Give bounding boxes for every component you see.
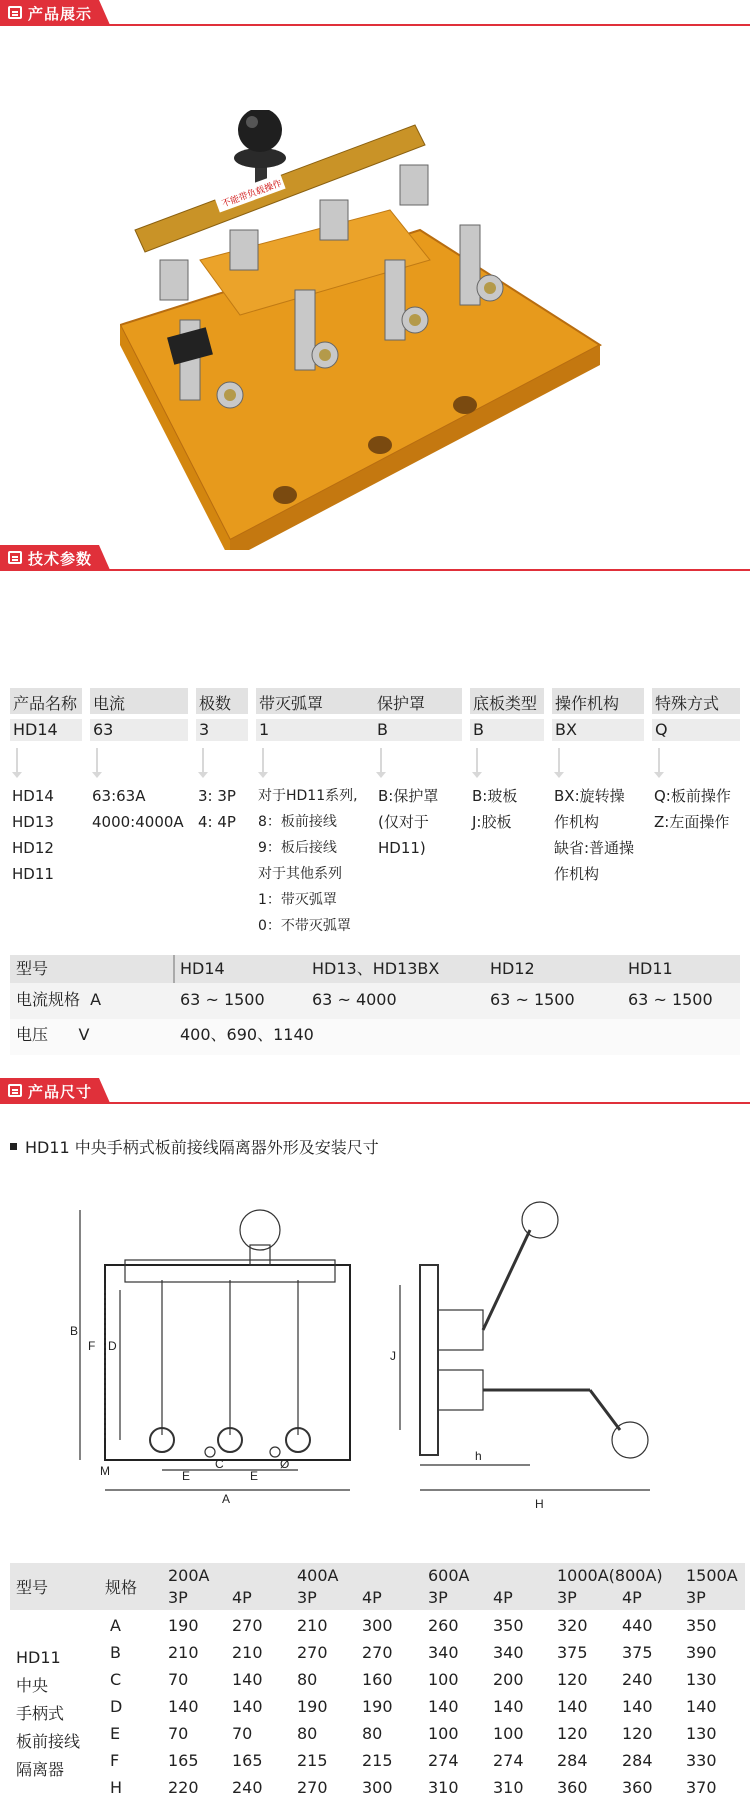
warning-label: 不能带负载操作 xyxy=(220,178,284,210)
dim-model-line: 中央 xyxy=(16,1676,49,1695)
rating-header: HD13、HD13BX xyxy=(312,959,440,978)
dim-cell: 270 xyxy=(232,1616,263,1635)
code-header: 底板类型 xyxy=(470,688,544,714)
dim-cell: 300 xyxy=(362,1778,393,1797)
label-C: C xyxy=(215,1457,224,1471)
dim-rating: 200A xyxy=(168,1566,210,1585)
dim-row-key: H xyxy=(110,1778,123,1797)
document-icon xyxy=(8,1084,22,1097)
code-value: Q xyxy=(652,719,740,741)
dim-row-key: A xyxy=(110,1616,121,1635)
code-header: 操作机构 xyxy=(552,688,644,714)
dim-cell: 140 xyxy=(428,1697,459,1716)
label-A: A xyxy=(222,1492,231,1506)
dim-cell: 70 xyxy=(168,1724,189,1743)
dim-cell: 270 xyxy=(362,1643,393,1662)
dim-cell: 80 xyxy=(297,1670,318,1689)
label-B: B xyxy=(70,1324,79,1338)
dim-cell: 360 xyxy=(557,1778,588,1797)
dim-cell: 140 xyxy=(686,1697,717,1716)
dim-cell: 100 xyxy=(493,1724,524,1743)
section-header-size xyxy=(0,1078,750,1106)
dim-cell: 350 xyxy=(493,1616,524,1635)
code-options: BX:旋转操 作机构 缺省:普通操 作机构 xyxy=(554,787,635,883)
dim-cell: 350 xyxy=(686,1616,717,1635)
dim-row-key: D xyxy=(110,1697,123,1716)
rating-current: 63 ~ 1500 xyxy=(490,990,575,1009)
dim-cell: 80 xyxy=(362,1724,383,1743)
dim-cell: 260 xyxy=(428,1616,459,1635)
section-header-params xyxy=(0,545,750,573)
code-value: 63 xyxy=(90,719,188,741)
dim-rating: 400A xyxy=(297,1566,339,1585)
dim-pole: 4P xyxy=(232,1588,252,1607)
dim-model-line: 隔离器 xyxy=(16,1760,65,1779)
dim-cell: 330 xyxy=(686,1751,717,1770)
dim-cell: 375 xyxy=(557,1643,588,1662)
dim-cell: 310 xyxy=(428,1778,459,1797)
dim-cell: 140 xyxy=(622,1697,653,1716)
dim-header-spec: 规格 xyxy=(105,1578,138,1597)
dim-cell: 100 xyxy=(428,1670,459,1689)
label-E: E xyxy=(182,1469,191,1483)
dim-header-type: 型号 xyxy=(16,1578,49,1597)
dim-cell: 160 xyxy=(362,1670,393,1689)
label-E: E xyxy=(250,1469,259,1483)
dim-pole: 3P xyxy=(168,1588,188,1607)
drawing-caption: HD11 中央手柄式板前接线隔离器外形及安装尺寸 xyxy=(10,1135,379,1158)
dim-cell: 190 xyxy=(362,1697,393,1716)
code-value: B xyxy=(374,719,462,741)
code-value: 1 xyxy=(256,719,374,741)
dim-cell: 300 xyxy=(362,1616,393,1635)
arrow-icon xyxy=(202,748,204,772)
dim-cell: 165 xyxy=(232,1751,263,1770)
label-H: H xyxy=(535,1497,544,1511)
dim-cell: 120 xyxy=(557,1670,588,1689)
dim-cell: 130 xyxy=(686,1670,717,1689)
dim-pole: 4P xyxy=(493,1588,513,1607)
rating-header: HD14 xyxy=(180,959,225,978)
dim-cell: 80 xyxy=(297,1724,318,1743)
dim-cell: 320 xyxy=(557,1616,588,1635)
code-options: 对于HD11系列, 8：板前接线 9：板后接线 对于其他系列 1：带灭弧罩 0：不带灭弧罩 xyxy=(258,788,358,934)
dim-cell: 140 xyxy=(493,1697,524,1716)
dim-row-key: B xyxy=(110,1643,121,1662)
dim-cell: 100 xyxy=(428,1724,459,1743)
label-D: D xyxy=(108,1339,117,1353)
dim-pole: 3P xyxy=(557,1588,577,1607)
rating-current: 63 ~ 4000 xyxy=(312,990,397,1009)
dim-cell: 284 xyxy=(622,1751,653,1770)
dim-cell: 274 xyxy=(428,1751,459,1770)
section-title: 产品展示 xyxy=(28,5,93,23)
rating-header: HD11 xyxy=(628,959,673,978)
dim-model-line: HD11 xyxy=(16,1648,61,1667)
code-header: 极数 xyxy=(196,688,248,714)
rating-current-label: 电流规格 A xyxy=(16,990,102,1009)
dim-cell: 215 xyxy=(297,1751,328,1770)
label-J: J xyxy=(390,1349,396,1363)
dim-cell: 240 xyxy=(232,1778,263,1797)
dim-cell: 210 xyxy=(297,1616,328,1635)
dim-cell: 190 xyxy=(297,1697,328,1716)
arrow-icon xyxy=(380,748,382,772)
dim-cell: 70 xyxy=(232,1724,253,1743)
label-diameter: Ø xyxy=(280,1457,290,1471)
dim-row-key: E xyxy=(110,1724,121,1743)
dim-pole: 4P xyxy=(362,1588,382,1607)
rating-current: 63 ~ 1500 xyxy=(628,990,713,1009)
dim-model-line: 手柄式 xyxy=(16,1704,65,1723)
rating-header: HD12 xyxy=(490,959,535,978)
dim-cell: 200 xyxy=(493,1670,524,1689)
document-icon xyxy=(8,551,22,564)
code-options: B:玻板 J:胶板 xyxy=(472,787,518,831)
code-value: HD14 xyxy=(10,719,82,741)
dim-rating: 1000A(800A) xyxy=(557,1566,663,1585)
dim-row-key: F xyxy=(110,1751,120,1770)
rating-voltage-label: 电压 V xyxy=(16,1025,90,1044)
dim-cell: 270 xyxy=(297,1643,328,1662)
dim-cell: 130 xyxy=(686,1724,717,1743)
arrow-icon xyxy=(16,748,18,772)
code-header: 特殊方式 xyxy=(652,688,740,714)
dim-pole: 3P xyxy=(686,1588,706,1607)
section-header-display xyxy=(0,0,750,28)
dim-cell: 120 xyxy=(622,1724,653,1743)
arrow-icon xyxy=(262,748,264,772)
dim-cell: 220 xyxy=(168,1778,199,1797)
dim-rating: 1500A xyxy=(686,1566,738,1585)
document-icon xyxy=(8,6,22,19)
product-photo xyxy=(120,110,640,550)
bullet-icon xyxy=(10,1143,17,1150)
dim-cell: 240 xyxy=(622,1670,653,1689)
dim-rating: 600A xyxy=(428,1566,470,1585)
dim-cell: 215 xyxy=(362,1751,393,1770)
dim-cell: 190 xyxy=(168,1616,199,1635)
code-value: BX xyxy=(552,719,644,741)
code-header: 电流 xyxy=(90,688,188,714)
dim-cell: 375 xyxy=(622,1643,653,1662)
code-header: 保护罩 xyxy=(374,688,462,714)
arrow-icon xyxy=(476,748,478,772)
code-options: B:保护罩 (仅对于 HD11) xyxy=(378,787,439,857)
dim-cell: 284 xyxy=(557,1751,588,1770)
dim-cell: 140 xyxy=(232,1697,263,1716)
code-value: 3 xyxy=(196,719,248,741)
code-options: Q:板前操作 Z:左面操作 xyxy=(654,787,731,831)
arrow-icon xyxy=(558,748,560,772)
dim-pole: 3P xyxy=(428,1588,448,1607)
arrow-icon xyxy=(658,748,660,772)
dim-cell: 210 xyxy=(168,1643,199,1662)
dim-model-line: 板前接线 xyxy=(16,1732,81,1751)
rating-voltage: 400、690、1140 xyxy=(180,1025,314,1044)
dim-cell: 390 xyxy=(686,1643,717,1662)
dim-cell: 140 xyxy=(168,1697,199,1716)
code-options: 3: 3P 4: 4P xyxy=(198,787,236,831)
code-header: 产品名称 xyxy=(10,688,82,714)
dim-cell: 370 xyxy=(686,1778,717,1797)
dim-pole: 3P xyxy=(297,1588,317,1607)
dim-cell: 310 xyxy=(493,1778,524,1797)
section-title: 产品尺寸 xyxy=(28,1083,93,1101)
rating-header-model: 型号 xyxy=(16,959,49,978)
dim-cell: 270 xyxy=(297,1778,328,1797)
dim-cell: 440 xyxy=(622,1616,653,1635)
code-options: 63:63A 4000:4000A xyxy=(92,787,184,831)
dim-cell: 140 xyxy=(232,1670,263,1689)
dim-cell: 360 xyxy=(622,1778,653,1797)
dim-cell: 140 xyxy=(557,1697,588,1716)
label-h: h xyxy=(475,1449,482,1463)
dim-cell: 274 xyxy=(493,1751,524,1770)
dimension-drawing xyxy=(70,1190,690,1530)
dim-row-key: C xyxy=(110,1670,122,1689)
code-value: B xyxy=(470,719,544,741)
code-header: 带灭弧罩 xyxy=(256,688,374,714)
section-title: 技术参数 xyxy=(28,550,93,568)
label-F: F xyxy=(88,1339,96,1353)
dim-pole: 4P xyxy=(622,1588,642,1607)
arrow-icon xyxy=(96,748,98,772)
dim-cell: 210 xyxy=(232,1643,263,1662)
dim-cell: 340 xyxy=(493,1643,524,1662)
label-M: M xyxy=(100,1464,110,1478)
dim-cell: 70 xyxy=(168,1670,189,1689)
code-options: HD14 HD13 HD12 HD11 xyxy=(12,787,54,883)
dim-cell: 120 xyxy=(557,1724,588,1743)
dim-cell: 340 xyxy=(428,1643,459,1662)
dim-cell: 165 xyxy=(168,1751,199,1770)
rating-current: 63 ~ 1500 xyxy=(180,990,265,1009)
